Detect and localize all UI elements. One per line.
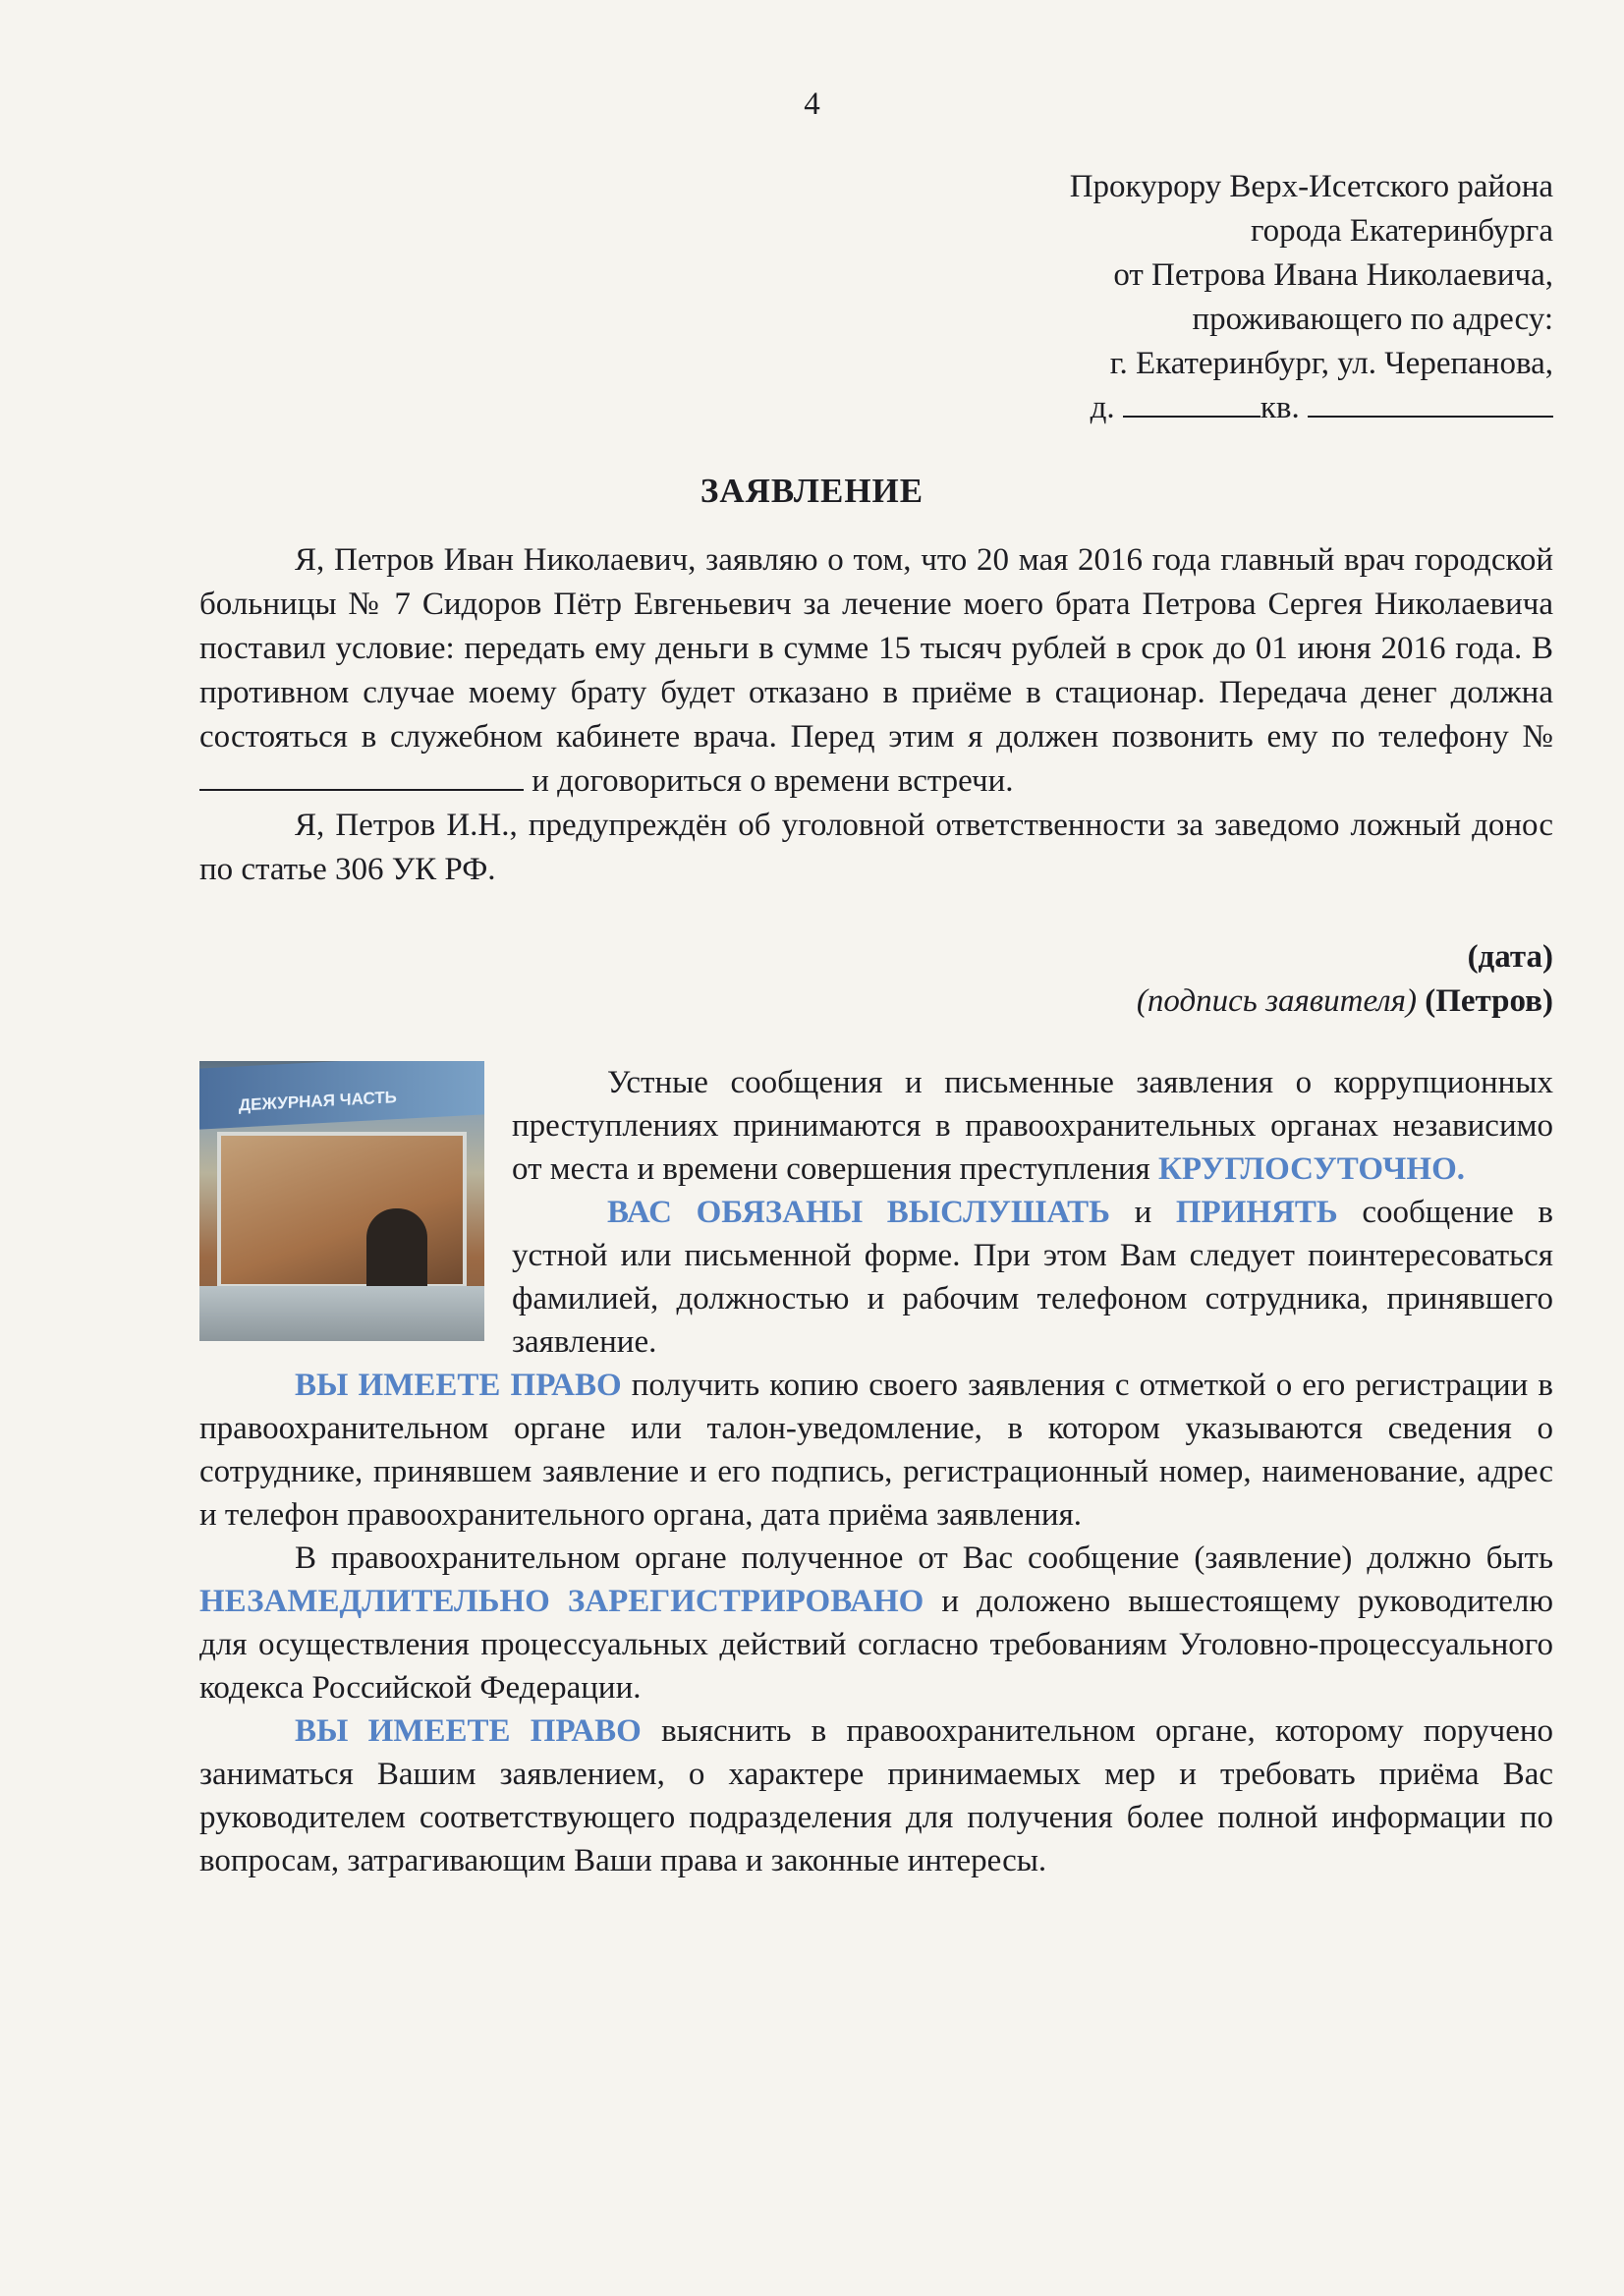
info-text-span: и доложено вышестоящему руководителю для осуществления процессуальных действий согласно требованиям Уголовно-процессуального кодекса Российской Федерации. bbox=[199, 1584, 1554, 1706]
addressee-line: города Екатеринбурга bbox=[1250, 213, 1553, 249]
addressee-line: от Петрова Ивана Николаевича, bbox=[1113, 257, 1553, 293]
house-blank bbox=[1123, 390, 1260, 418]
highlight-you-have-right: ВЫ ИМЕЕТЕ ПРАВО bbox=[295, 1713, 642, 1749]
highlight-immediately-registered: НЕЗАМЕДЛИТЕЛЬНО ЗАРЕГИСТРИРОВАНО bbox=[199, 1584, 924, 1619]
info-text-span: сообщение в устной или письменной форме. При этом Вам следует поинтересоваться фамилией, должностью и рабочим телефоном сотрудника, принявшего заявление. bbox=[512, 1195, 1554, 1360]
info-paragraph bbox=[199, 1709, 1553, 1882]
duty-office-photo bbox=[199, 1061, 484, 1341]
info-text-span: Устные сообщения и письменные заявления о коррупционных преступлениях принимаются в правоохранительных органах независимо от места и времени совершения преступления bbox=[512, 1065, 1553, 1187]
document-title: ЗАЯВЛЕНИЕ bbox=[700, 472, 924, 510]
highlight-must-listen: ВАС ОБЯЗАНЫ ВЫСЛУШАТЬ bbox=[607, 1195, 1110, 1230]
info-text-span: выяснить в правоохранительном органе, которому поручено заниматься Вашим заявлением, о характере принимаемых мер и требовать приёма Вас руководителем соответствующего подразделения для получения более полной информации по вопросам, затрагивающим Ваши права и законные интересы. bbox=[199, 1713, 1554, 1878]
addressee-line: г. Екатеринбург, ул. Черепанова, bbox=[1109, 346, 1553, 381]
highlight-you-have-right: ВЫ ИМЕЕТЕ ПРАВО bbox=[295, 1368, 622, 1403]
signer-name: (Петров) bbox=[1425, 983, 1553, 1019]
addressee-line: проживающего по адресу: bbox=[1192, 302, 1553, 337]
info-text-span: и bbox=[1134, 1195, 1152, 1230]
statement-warning-paragraph: Я, Петров И.Н., предупреждён об уголовной ответственности за заведомо ложный донос по статье 306 УК РФ. bbox=[199, 808, 1553, 887]
signature-block bbox=[669, 935, 1553, 1024]
highlight-accept: ПРИНЯТЬ bbox=[1175, 1195, 1338, 1230]
statement-text-end: и договориться о времени встречи. bbox=[532, 763, 1014, 799]
info-text-span: получить копию своего заявления с отметкой о его регистрации в правоохранительном органе или талон-уведомление, в котором указываются сведения о сотруднике, принявшем заявление и его подпись, регистрационный номер, наименование, адрес и телефон правоохранительного органа, дата приёма заявления. bbox=[199, 1368, 1554, 1533]
page-number: 4 bbox=[804, 86, 820, 122]
photo-desk bbox=[199, 1286, 484, 1341]
statement-text: Я, Петров Иван Николаевич, заявляю о том, что 20 мая 2016 года главный врач городской больницы № 7 Сидоров Пётр Евгеньевич за лечение моего брата Петрова Сергея Николаевича поставил условие: передать ему деньги в сумме 15 тысяч рублей в срок до 01 июня 2016 года. В противном случае моему брату будет отказано в приёме в стационар. Передача денег должна состояться в служебном кабинете врача. Перед этим я должен позвонить ему по телефону № bbox=[199, 542, 1553, 755]
house-label: д. bbox=[1090, 390, 1115, 425]
highlight-round-the-clock: КРУГЛОСУТОЧНО. bbox=[1157, 1151, 1465, 1187]
apt-label: кв. bbox=[1260, 390, 1300, 425]
info-text-span: В правоохранительном органе полученное от Вас сообщение (заявление) должно быть bbox=[295, 1540, 1553, 1576]
addressee-line: Прокурору Верх-Исетского района bbox=[1069, 169, 1553, 204]
signature-line bbox=[669, 980, 1553, 1024]
duty-office-sign: ДЕЖУРНАЯ ЧАСТЬ bbox=[199, 1061, 484, 1130]
addressee-block bbox=[669, 165, 1553, 430]
photo-window bbox=[217, 1132, 467, 1288]
statement-body bbox=[199, 538, 1553, 892]
apt-blank bbox=[1308, 390, 1553, 418]
address-house-apt-line bbox=[669, 386, 1553, 430]
phone-blank bbox=[199, 763, 524, 791]
info-section bbox=[199, 1061, 1553, 1882]
statement-paragraph bbox=[199, 538, 1553, 804]
date-label: (дата) bbox=[1467, 939, 1553, 975]
info-paragraph bbox=[199, 1537, 1553, 1709]
signature-label: (подпись заявителя) bbox=[1136, 983, 1417, 1019]
info-paragraph bbox=[199, 1364, 1553, 1537]
